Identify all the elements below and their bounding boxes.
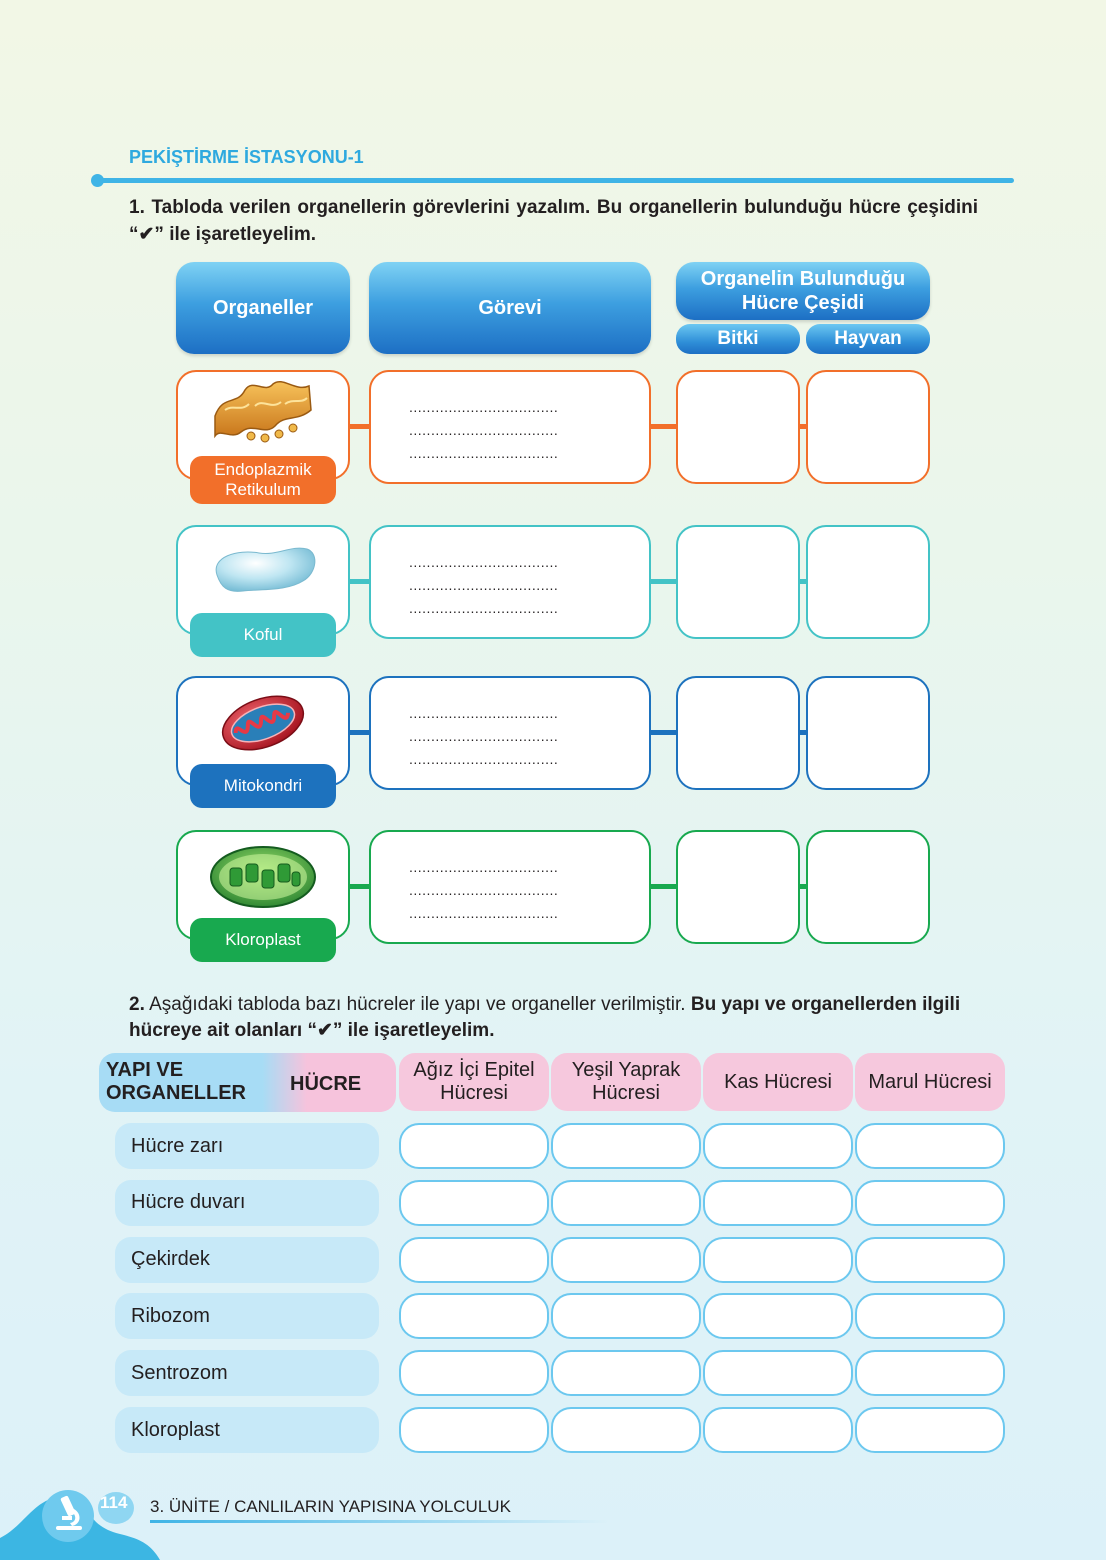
check-cell[interactable] bbox=[703, 1293, 853, 1339]
check-cell[interactable] bbox=[855, 1180, 1005, 1226]
task-answer-box[interactable] bbox=[369, 676, 651, 790]
endoplasmic-reticulum-icon bbox=[178, 376, 348, 448]
answer-line: .................................. bbox=[409, 399, 559, 415]
check-cell[interactable] bbox=[551, 1123, 701, 1169]
organelle-label: Mitokondri bbox=[190, 764, 336, 808]
structure-label: Hücre zarı bbox=[115, 1123, 379, 1169]
column-header-kas: Kas Hücresi bbox=[703, 1053, 853, 1111]
connector bbox=[651, 424, 676, 429]
corner-hucre: HÜCRE bbox=[290, 1073, 362, 1095]
footer-line bbox=[150, 1520, 610, 1523]
header-gorevi: Görevi bbox=[369, 262, 651, 354]
question-2-bold: Bu yapı ve organellerden ilgili hücreye ait olanları “✔” ile işaretleyelim. bbox=[129, 994, 961, 1041]
connector bbox=[651, 730, 676, 735]
check-cell[interactable] bbox=[551, 1350, 701, 1396]
header-hayvan: Hayvan bbox=[806, 324, 930, 354]
hayvan-check-box[interactable] bbox=[806, 370, 930, 484]
check-cell[interactable] bbox=[703, 1123, 853, 1169]
hayvan-check-box[interactable] bbox=[806, 830, 930, 944]
column-header-agiz-ici: Ağız İçi Epitel Hücresi bbox=[399, 1053, 549, 1111]
bitki-check-box[interactable] bbox=[676, 525, 800, 639]
answer-line: .................................. bbox=[409, 422, 559, 438]
corner-yapi-organeller: YAPI VE ORGANELLER bbox=[106, 1059, 246, 1104]
check-cell[interactable] bbox=[399, 1237, 549, 1283]
check-cell[interactable] bbox=[399, 1350, 549, 1396]
structure-label: Hücre duvarı bbox=[115, 1180, 379, 1226]
connector bbox=[350, 579, 369, 584]
hayvan-check-box[interactable] bbox=[806, 525, 930, 639]
answer-line: .................................. bbox=[409, 600, 559, 616]
question-1-text: 1. Tabloda verilen organellerin görevlerini yazalım. Bu organellerin bulunduğu hücre çeşidini “✔” ile işaretleyelim. bbox=[129, 197, 978, 245]
answer-line: .................................. bbox=[409, 728, 559, 744]
structure-label: Ribozom bbox=[115, 1293, 379, 1339]
task-answer-box[interactable] bbox=[369, 525, 651, 639]
check-cell[interactable] bbox=[855, 1237, 1005, 1283]
answer-line: .................................. bbox=[409, 882, 559, 898]
organelle-label: Endoplazmik Retikulum bbox=[190, 456, 336, 504]
organelle-label: Koful bbox=[190, 613, 336, 657]
task-answer-box[interactable] bbox=[369, 830, 651, 944]
question-2-text bbox=[129, 992, 978, 1044]
check-cell[interactable] bbox=[551, 1293, 701, 1339]
vacuole-icon bbox=[178, 539, 348, 595]
header-bitki: Bitki bbox=[676, 324, 800, 354]
check-cell[interactable] bbox=[703, 1350, 853, 1396]
check-cell[interactable] bbox=[703, 1237, 853, 1283]
footer-wave-icon bbox=[0, 1478, 160, 1560]
check-cell[interactable] bbox=[399, 1293, 549, 1339]
check-cell[interactable] bbox=[551, 1407, 701, 1453]
station-title: PEKİŞTİRME İSTASYONU-1 bbox=[129, 147, 364, 167]
task-answer-box[interactable] bbox=[369, 370, 651, 484]
connector bbox=[651, 579, 676, 584]
column-header-marul: Marul Hücresi bbox=[855, 1053, 1005, 1111]
check-cell[interactable] bbox=[551, 1237, 701, 1283]
bitki-check-box[interactable] bbox=[676, 830, 800, 944]
check-cell[interactable] bbox=[855, 1293, 1005, 1339]
question-2-number: 2. bbox=[129, 994, 145, 1015]
check-cell[interactable] bbox=[703, 1407, 853, 1453]
column-header-yesil-yaprak: Yeşil Yaprak Hücresi bbox=[551, 1053, 701, 1111]
check-cell[interactable] bbox=[703, 1180, 853, 1226]
connector bbox=[350, 730, 369, 735]
answer-line: .................................. bbox=[409, 554, 559, 570]
check-cell[interactable] bbox=[399, 1180, 549, 1226]
check-cell[interactable] bbox=[855, 1350, 1005, 1396]
page-number: 114 bbox=[100, 1493, 128, 1512]
chloroplast-icon bbox=[178, 844, 348, 910]
header-organeller: Organeller bbox=[176, 262, 350, 354]
check-cell[interactable] bbox=[399, 1407, 549, 1453]
question-2-plain: Aşağıdaki tabloda bazı hücreler ile yapı ve organeller verilmiştir. bbox=[144, 994, 686, 1015]
answer-line: .................................. bbox=[409, 577, 559, 593]
check-cell[interactable] bbox=[399, 1123, 549, 1169]
answer-line: .................................. bbox=[409, 705, 559, 721]
hayvan-check-box[interactable] bbox=[806, 676, 930, 790]
organelle-label: Kloroplast bbox=[190, 918, 336, 962]
connector bbox=[651, 884, 676, 889]
check-cell[interactable] bbox=[551, 1180, 701, 1226]
structure-label: Kloroplast bbox=[115, 1407, 379, 1453]
answer-line: .................................. bbox=[409, 751, 559, 767]
title-rule bbox=[96, 178, 1014, 183]
bitki-check-box[interactable] bbox=[676, 676, 800, 790]
answer-line: .................................. bbox=[409, 859, 559, 875]
connector bbox=[350, 884, 369, 889]
bitki-check-box[interactable] bbox=[676, 370, 800, 484]
connector bbox=[350, 424, 369, 429]
answer-line: .................................. bbox=[409, 445, 559, 461]
mitochondria-icon bbox=[178, 690, 348, 756]
check-cell[interactable] bbox=[855, 1123, 1005, 1169]
header-cell-type: Organelin Bulunduğu Hücre Çeşidi bbox=[676, 262, 930, 320]
unit-title: 3. ÜNİTE / CANLILARIN YAPISINA YOLCULUK bbox=[150, 1497, 511, 1516]
structure-label: Çekirdek bbox=[115, 1237, 379, 1283]
structure-label: Sentrozom bbox=[115, 1350, 379, 1396]
answer-line: .................................. bbox=[409, 905, 559, 921]
check-cell[interactable] bbox=[855, 1407, 1005, 1453]
